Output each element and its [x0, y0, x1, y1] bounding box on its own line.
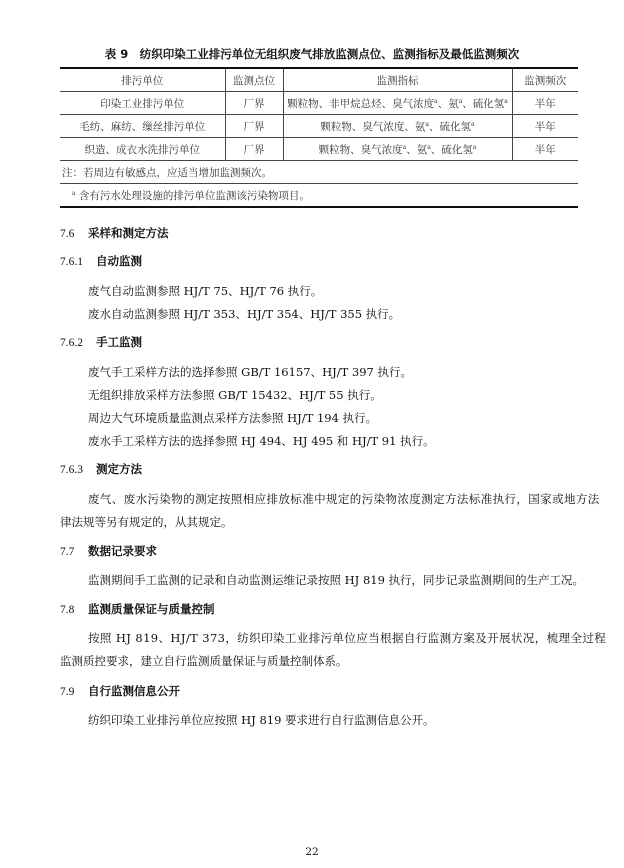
footnote-mark: a — [504, 97, 508, 105]
header-cell: 排污单位 — [60, 68, 225, 92]
section-heading: 7.6.2 手工监测 — [60, 335, 142, 349]
section-heading: 7.7 数据记录要求 — [60, 544, 157, 558]
footnote-mark: a — [402, 143, 407, 151]
paragraph-line: 废气、废水污染物的测定按照相应排放标准中规定的污染物浓度测定方法标准执行，国家或地方法 — [88, 492, 600, 506]
section-heading: 7.6.3 测定方法 — [60, 462, 142, 476]
footnote-mark: a — [471, 120, 475, 128]
metric-item: 颗粒物 — [320, 120, 352, 133]
metric-item: 非甲烷总烃 — [329, 97, 382, 110]
footnote-mark: a — [425, 120, 429, 128]
metrics-cell: 颗粒物、非甲烷总烃、臭气浓度$^a$、氨$^a$、硫化氢$^a$ — [283, 92, 512, 115]
footnote-mark: a — [72, 189, 76, 197]
metric-item: 氨 — [416, 143, 428, 156]
metric-item: 硫化氢 — [439, 120, 471, 133]
frequency-cell: 半年 — [512, 138, 578, 161]
table-caption: 表 9 纺织印染工业排污单位无组织废气排放监测点位、监测指标及最低监测频次 — [104, 47, 520, 61]
section-heading: 7.9 自行监测信息公开 — [60, 684, 180, 698]
section-heading: 7.6 采样和测定方法 — [60, 226, 169, 240]
metric-item: 硫化氢 — [472, 97, 505, 110]
metrics-cell: 颗粒物、臭气浓度$^a$、氨$^a$、硫化氢$^a$ — [283, 138, 512, 161]
metric-item: 臭气浓度 — [362, 120, 405, 133]
metrics-cell: 颗粒物、臭气浓度、氨$^a$、硫化氢$^a$ — [283, 115, 512, 138]
table-row — [60, 92, 578, 115]
frequency-cell: 半年 — [512, 115, 578, 138]
paragraph-line: 按照 HJ 819、HJ/T 373，纺织印染工业排污单位应当根据自行监测方案及开展状况，梳理全过程 — [88, 631, 607, 645]
paragraph-line: 废气自动监测参照 HJ/T 75、HJ/T 76 执行。 — [88, 284, 323, 298]
paragraph-line: 律法规等另有规定的，从其规定。 — [60, 515, 233, 529]
table-note-row — [60, 161, 578, 184]
header-cell: 监测点位 — [225, 68, 283, 92]
table-row — [60, 138, 578, 161]
table-note: 注：若周边有敏感点，应适当增加监测频次。 — [60, 161, 578, 184]
paragraph-line: 废水自动监测参照 HJ/T 353、HJ/T 354、HJ/T 355 执行。 — [88, 307, 401, 321]
unit-cell: 印染工业排污单位 — [60, 92, 225, 115]
metric-item: 硫化氢 — [441, 143, 473, 156]
frequency-cell: 半年 — [512, 92, 578, 115]
paragraph-line: 废水手工采样方法的选择参照 HJ 494、HJ 495 和 HJ/T 91 执行。 — [88, 434, 435, 448]
footnote-mark: a — [427, 143, 431, 151]
paragraph-line: 纺织印染工业排污单位应按照 HJ 819 要求进行自行监测信息公开。 — [88, 713, 435, 727]
footnote-text: 含有污水处理设施的排污单位监测该污染物项目。 — [78, 189, 310, 202]
section-heading: 7.8 监测质量保证与质量控制 — [60, 602, 215, 616]
footnote-mark: a — [458, 97, 463, 105]
table-row — [60, 115, 578, 138]
point-cell: 厂界 — [225, 115, 283, 138]
monitoring-table — [60, 67, 578, 208]
paragraph-line: 周边大气环境质量监测点采样方法参照 HJ/T 194 执行。 — [88, 411, 378, 425]
paragraph-line: 监测期间手工监测的记录和自动监测运维记录按照 HJ 819 执行，同步记录监测期间的生产工况。 — [88, 573, 585, 587]
footnote-mark: a — [434, 97, 438, 105]
header-cell: 监测指标 — [283, 68, 512, 92]
metric-item: 颗粒物 — [318, 143, 351, 156]
page-number: 22 — [305, 846, 319, 858]
metric-item: 氨 — [448, 97, 459, 110]
paragraph-line: 废气手工采样方法的选择参照 GB/T 16157、HJ/T 397 执行。 — [88, 365, 413, 379]
header-cell: 监测频次 — [512, 68, 578, 92]
metric-item: 颗粒物 — [287, 97, 319, 110]
metric-item: 臭气浓度 — [360, 143, 403, 156]
table-footnote — [60, 184, 578, 208]
table-footnote-row — [60, 184, 578, 208]
footnote-mark: a — [472, 143, 477, 151]
paragraph-line: 监测质控要求，建立自行监测质量保证与质量控制体系。 — [60, 654, 348, 668]
metric-item: 氨 — [414, 120, 426, 133]
table-header-row — [60, 68, 578, 92]
unit-cell: 织造、成衣水洗排污单位 — [60, 138, 225, 161]
section-heading: 7.6.1 自动监测 — [60, 254, 142, 268]
point-cell: 厂界 — [225, 138, 283, 161]
unit-cell: 毛纺、麻纺、缫丝排污单位 — [60, 115, 225, 138]
point-cell: 厂界 — [225, 92, 283, 115]
metric-item: 臭气浓度 — [392, 97, 435, 110]
paragraph-line: 无组织排放采样方法参照 GB/T 15432、HJ/T 55 执行。 — [88, 388, 382, 402]
